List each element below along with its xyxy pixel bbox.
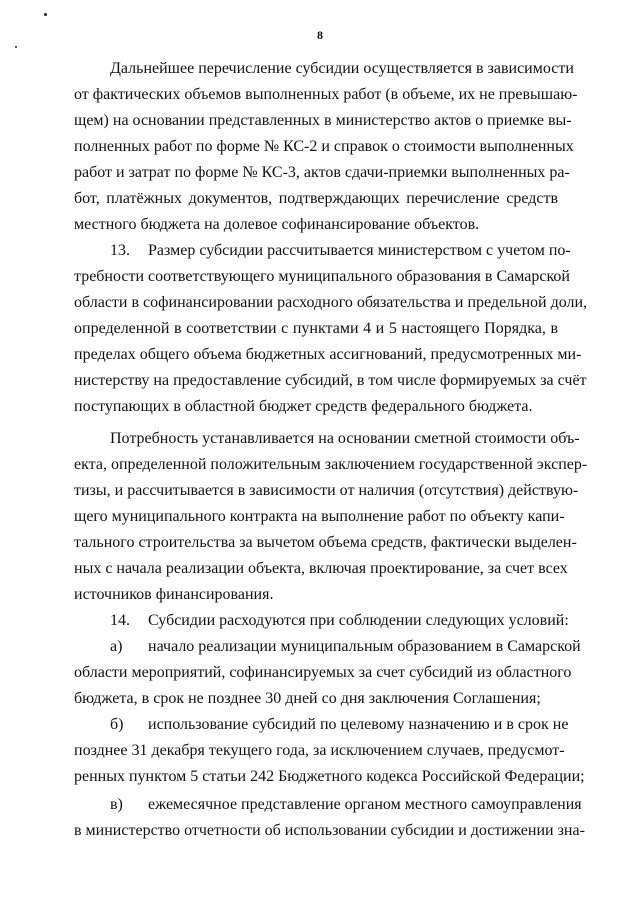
text-line: источников финансирования. — [74, 586, 274, 603]
paragraph-14-line — [110, 611, 569, 631]
text-line: требности соответствующего муниципального образования в Самарской — [74, 268, 570, 285]
text-line: Субсидии расходуются при соблюдении следующих условий: — [148, 612, 569, 629]
list-marker: б) — [110, 716, 124, 733]
text-line: екта, определенной положительным заключением государственной экспер- — [74, 456, 588, 473]
item-c-first-line — [110, 795, 582, 815]
text-line: области в софинансировании расходного обязательства и предельной доли, — [74, 294, 588, 311]
text-line: от фактических объемов выполненных работ (в объеме, их не превышаю- — [74, 86, 578, 103]
text-line: тизы, и рассчитывается в зависимости от наличия (отсутствия) действую- — [74, 482, 579, 499]
paragraph-marker: 14. — [110, 612, 130, 629]
text-line: в министерство отчетности об использовании субсидии и достижении зна- — [74, 822, 585, 839]
page-number: 8 — [317, 28, 323, 42]
text-line: бюджета, в срок не позднее 30 дней со дня заключения Соглашения; — [74, 690, 541, 707]
text-line: поступающих в областной бюджет средств федерального бюджета. — [74, 398, 533, 415]
text-line: начало реализации муниципальным образованием в Самарской — [148, 638, 581, 655]
text-line: местного бюджета на долевое софинансирование объектов. — [74, 216, 480, 233]
text-line: Размер субсидии рассчитывается министерством с учетом по- — [148, 242, 571, 259]
item-a-first-line — [110, 637, 581, 657]
text-line: полненных работ по форме № КС-2 и справок о стоимости выполненных — [74, 138, 574, 155]
text-line: бот, платёжных документов, подтверждающих перечисление средств — [74, 190, 558, 207]
scan-speck — [15, 46, 17, 48]
text-line: использование субсидий по целевому назначению и в срок не — [148, 716, 569, 733]
text-line: Потребность устанавливается на основании сметной стоимости объ- — [110, 430, 580, 447]
text-line: ренных пунктом 5 статьи 242 Бюджетного кодекса Российской Федерации; — [74, 768, 585, 785]
text-line: тального строительства за вычетом объема средств, фактически выделен- — [74, 534, 577, 551]
text-line: позднее 31 декабря текущего года, за исключением случаев, предусмот- — [74, 742, 565, 759]
text-line: щего муниципального контракта на выполнение работ по объекту капи- — [74, 508, 565, 525]
list-marker: в) — [110, 796, 123, 813]
list-marker: а) — [110, 638, 123, 655]
text-line: Дальнейшее перечисление субсидии осуществляется в зависимости — [110, 60, 574, 77]
paragraph-marker: 13. — [110, 242, 130, 259]
text-line: области мероприятий, софинансируемых за счет субсидий из областного — [74, 664, 572, 681]
paragraph-13-first-line — [110, 241, 571, 261]
text-line: пределах общего объема бюджетных ассигнований, предусмотренных ми- — [74, 346, 582, 363]
item-b-first-line — [110, 715, 569, 735]
text-line: определенной в соответствии с пунктами 4 и 5 настоящего Порядка, в — [74, 320, 558, 337]
text-line: щем) на основании представленных в министерство актов о приемке вы- — [74, 112, 572, 129]
text-line: ежемесячное представление органом местного самоуправления — [148, 796, 582, 813]
text-line: ных с начала реализации объекта, включая проектирование, за счет всех — [74, 560, 568, 577]
text-line: работ и затрат по форме № КС-3, актов сдачи-приемки выполненных ра- — [74, 164, 570, 181]
text-line: нистерству на предоставление субсидий, в том числе формируемых за счёт — [74, 372, 587, 389]
scan-speck — [44, 13, 47, 16]
